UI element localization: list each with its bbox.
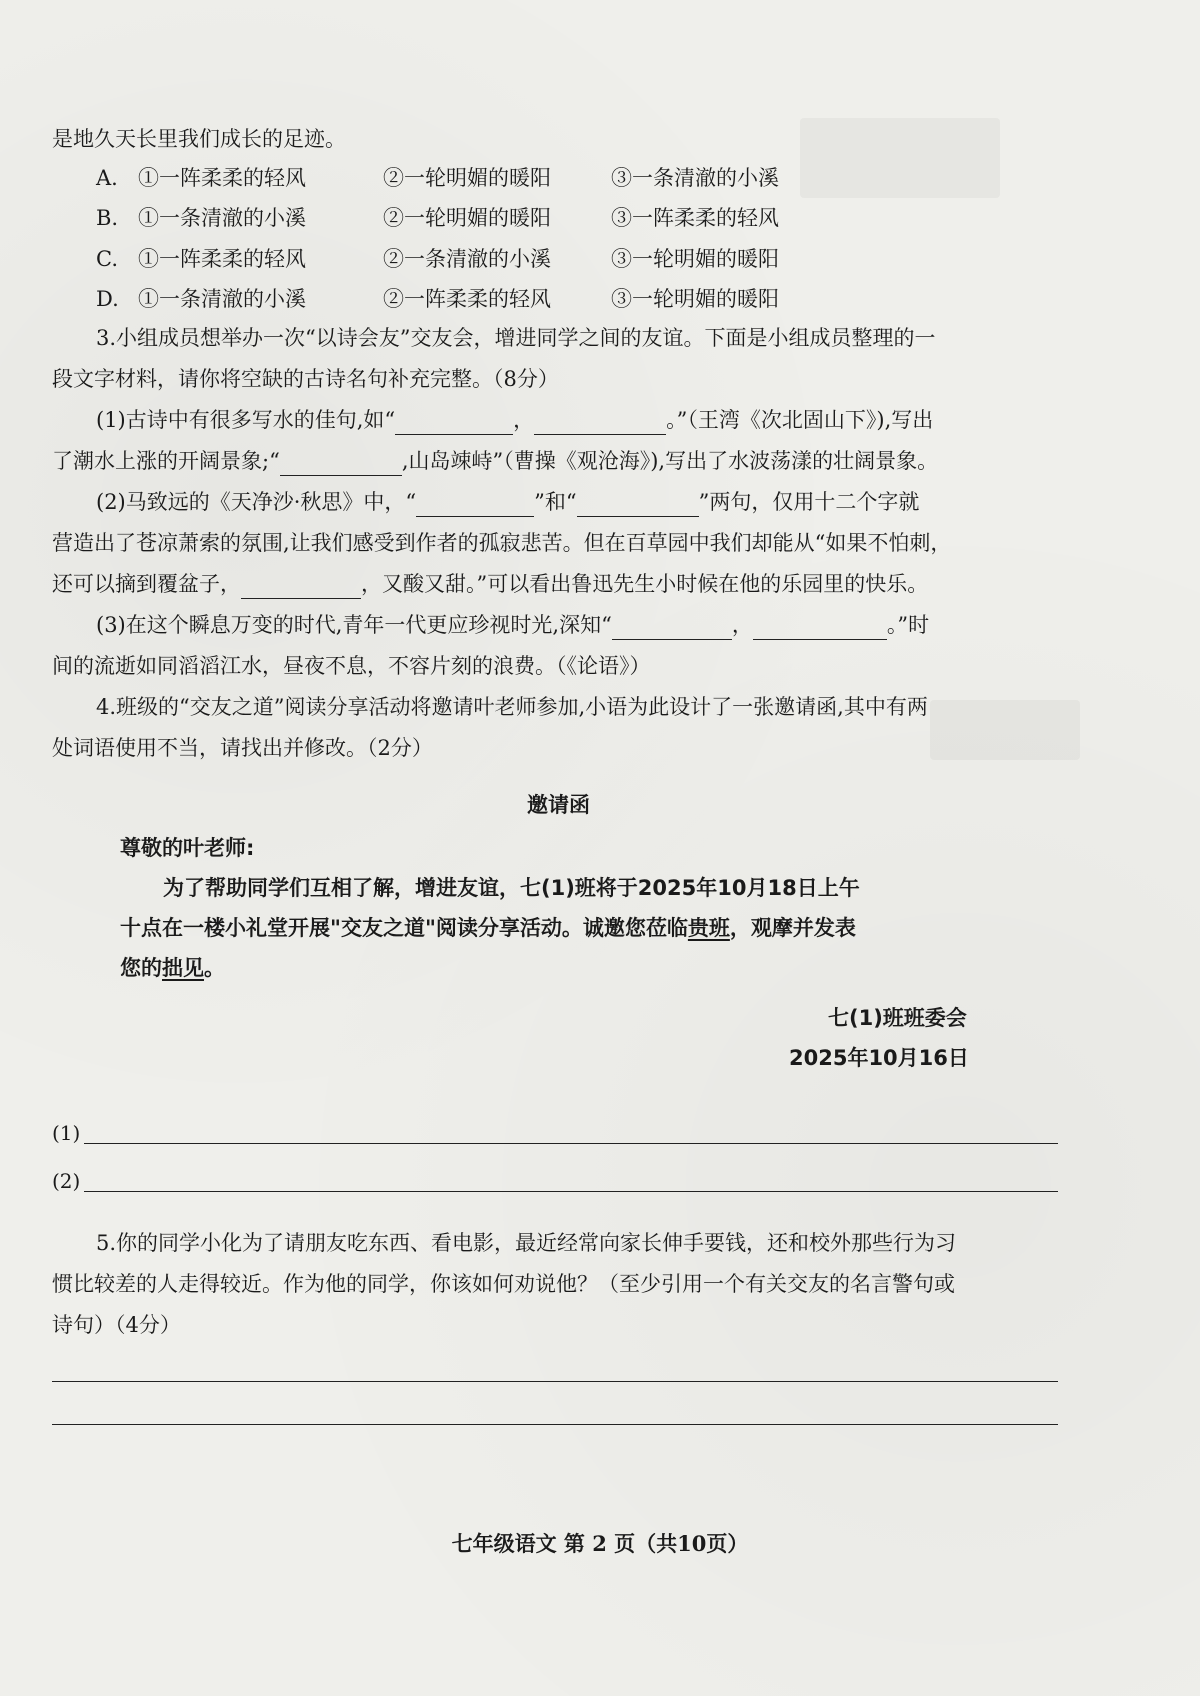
invitation-date: 2025年10月16日 [789,1046,969,1070]
invitation-body-line2: 十点在一楼小礼堂开展"交友之道"阅读分享活动。诚邀您莅临贵班，观摩并发表 [120,916,856,940]
scan-smudge [800,118,1000,198]
q3-part2-line2: 营造出了苍凉萧索的氛围,让我们感受到作者的孤寂悲苦。但在百草园中我们却能从“如果不怕刺， [52,531,952,555]
q4-stem-line1: 4.班级的“交友之道”阅读分享活动将邀请叶老师参加,小语为此设计了一张邀请函,其中有两 [96,695,928,719]
invitation-body-line1: 为了帮助同学们互相了解，增进友谊，七(1)班将于2025年10月18日上午 [163,876,860,900]
q3-stem-line2: 段文字材料，请你将空缺的古诗名句补充完整。（8分） [52,367,559,391]
answer-blank[interactable] [280,453,402,476]
invitation-signature: 七(1)班班委会 [828,1006,967,1030]
answer-blank[interactable] [534,412,666,435]
q3-part2-line1: (2)马致远的《天净沙·秋思》中，“ ”和“ ”两句，仅用十二个字就 [96,487,919,517]
answer-blank[interactable] [577,494,699,517]
q5-answer-line-2[interactable] [52,1424,1058,1425]
answer-blank[interactable] [395,412,513,435]
q4-answer-line-2[interactable] [84,1191,1058,1192]
q3-part3-line2: 间的流逝如同滔滔江水，昼夜不息，不容片刻的浪费。（《论语》） [52,654,651,678]
q4-answer-label-1: (1) [52,1121,81,1145]
q2-option-d[interactable]: D. ①一条清澈的小溪 ②一阵柔柔的轻风 ③一轮明媚的暖阳 [96,287,779,311]
q5-stem-line3: 诗句）（4分） [52,1313,181,1337]
invitation-body-line3: 您的拙见。 [120,956,225,980]
marked-word: 拙见 [162,956,204,980]
q2-option-a[interactable]: A. ①一阵柔柔的轻风 ②一轮明媚的暖阳 ③一条清澈的小溪 [96,166,779,190]
q3-part3-line1: (3)在这个瞬息万变的时代,青年一代更应珍视时光,深知“ ， 。”时 [96,610,929,640]
marked-word: 贵班 [687,916,730,940]
q3-part2-line3: 还可以摘到覆盆子， ，又酸又甜。”可以看出鲁迅先生小时候在他的乐园里的快乐。 [52,569,928,599]
q5-answer-line-1[interactable] [52,1381,1058,1382]
answer-blank[interactable] [612,617,732,640]
answer-blank[interactable] [416,494,534,517]
scan-smudge [930,700,1080,760]
answer-blank[interactable] [753,617,887,640]
q4-stem-line2: 处词语使用不当，请找出并修改。（2分） [52,736,433,760]
q3-part1-line2: 了潮水上涨的开阔景象;“ ,山岛竦峙”（曹操《观沧海》),写出了水波荡漾的壮阔景象。 [52,446,938,476]
invitation-salutation: 尊敬的叶老师: [120,836,255,860]
q2-option-c[interactable]: C. ①一阵柔柔的轻风 ②一条清澈的小溪 ③一轮明媚的暖阳 [96,247,779,271]
q2-tail-text: 是地久天长里我们成长的足迹。 [52,127,346,151]
q4-answer-label-2: (2) [52,1169,81,1193]
q3-part1-line1: (1)古诗中有很多写水的佳句,如“ ， 。”（王湾《次北固山下》),写出 [96,405,933,435]
answer-blank[interactable] [241,576,361,599]
q2-option-b[interactable]: B. ①一条清澈的小溪 ②一轮明媚的暖阳 ③一阵柔柔的轻风 [96,206,779,230]
q4-answer-line-1[interactable] [84,1143,1058,1144]
q5-stem-line1: 5.你的同学小化为了请朋友吃东西、看电影，最近经常向家长伸手要钱，还和校外那些行为习 [96,1231,957,1255]
q5-stem-line2: 惯比较差的人走得较近。作为他的同学，你该如何劝说他？（至少引用一个有关交友的名言警句或 [52,1272,955,1296]
page-footer: 七年级语文 第 2 页（共10页） [451,1531,749,1556]
q3-stem-line1: 3.小组成员想举办一次“以诗会友”交友会，增进同学之间的友谊。下面是小组成员整理的一 [96,326,936,350]
invitation-title: 邀请函 [527,793,590,817]
